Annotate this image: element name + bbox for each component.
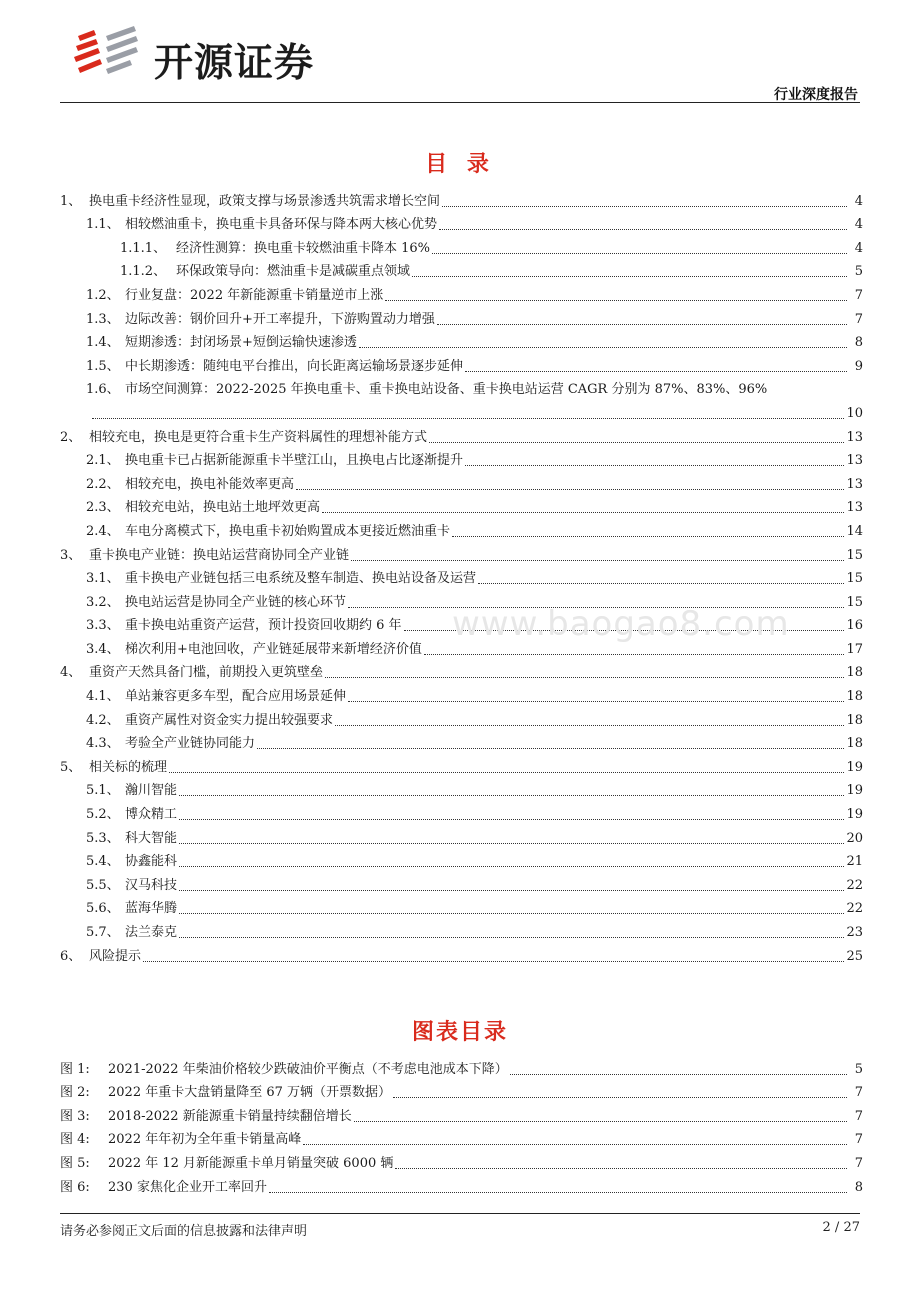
toc-entry-page: 8 xyxy=(854,335,863,351)
toc-entry-number: 4.3、 xyxy=(86,736,120,752)
leader-dots xyxy=(179,794,844,796)
toc-entry-page: 13 xyxy=(846,500,863,516)
toc-entry-number: 1.1.2、 xyxy=(120,264,167,280)
toc-entry[interactable] xyxy=(60,799,863,823)
leader-dots xyxy=(412,275,847,277)
toc-entry-text: 相较充电，换电是更符合重卡生产资料属性的理想补能方式 xyxy=(89,429,428,445)
toc-entry-number: 5、 xyxy=(60,759,82,775)
toc-entry-page: 4 xyxy=(854,193,863,209)
leader-dots xyxy=(439,228,847,230)
leader-dots xyxy=(442,205,847,207)
toc-entry-text: 短期渗透：封闭场景+短倒运输快速渗透 xyxy=(125,335,357,351)
toc-entry[interactable] xyxy=(60,280,863,304)
toc-entry-text: 重卡换电产业链：换电站运营商协同全产业链 xyxy=(89,547,350,563)
kaiyuan-logo-icon xyxy=(72,26,142,82)
leader-dots xyxy=(354,1120,847,1122)
toc-entry-number: 5.4、 xyxy=(86,854,120,870)
toc-entry[interactable] xyxy=(60,493,863,517)
toc-entry-text: 经济性测算：换电重卡较燃油重卡降本 16% xyxy=(176,240,431,256)
toc-entry-text: 环保政策导向：燃油重卡是减碳重点领域 xyxy=(176,264,411,280)
toc-entry-number: 1.1.1、 xyxy=(120,240,167,256)
toc-entry[interactable] xyxy=(60,823,863,847)
toc-entry[interactable] xyxy=(60,658,863,682)
leader-dots xyxy=(432,252,847,254)
toc-entry-number: 5.3、 xyxy=(86,830,120,846)
leader-dots xyxy=(325,676,844,678)
figure-entry[interactable] xyxy=(60,1125,863,1149)
toc-entry-page: 19 xyxy=(846,759,863,775)
toc-entry-number: 1.5、 xyxy=(86,358,120,374)
leader-dots xyxy=(348,700,844,702)
leader-dots xyxy=(465,464,844,466)
toc-entry-number: 1.2、 xyxy=(86,287,120,303)
toc-entry-number: 2、 xyxy=(60,429,82,445)
header-divider xyxy=(60,102,860,103)
toc-entry-page: 4 xyxy=(854,240,863,256)
toc-entry[interactable] xyxy=(60,422,863,446)
toc-entry-page: 22 xyxy=(846,901,863,917)
toc-entry-text: 重卡换电站重资产运营，预计投资回收期约 6 年 xyxy=(125,618,402,634)
figure-entry-text: 230 家焦化企业开工率回升 xyxy=(108,1179,267,1195)
toc-entry[interactable] xyxy=(60,729,863,753)
toc-entry-number: 2.4、 xyxy=(86,523,120,539)
toc-entry[interactable] xyxy=(60,351,863,375)
toc-entry[interactable] xyxy=(60,705,863,729)
toc-entry-page: 4 xyxy=(854,217,863,233)
toc-entry[interactable] xyxy=(60,233,863,257)
toc-entry[interactable] xyxy=(60,516,863,540)
leader-dots xyxy=(351,559,844,561)
toc-entry[interactable] xyxy=(60,210,863,234)
toc-entry-page: 7 xyxy=(854,287,863,303)
toc-entry-page: 10 xyxy=(846,405,863,421)
toc-entry-number: 5.1、 xyxy=(86,783,120,799)
toc-entry-number: 5.5、 xyxy=(86,877,120,893)
figure-entry-text: 2018-2022 新能源重卡销量持续翻倍增长 xyxy=(108,1108,352,1124)
figure-entry[interactable] xyxy=(60,1078,863,1102)
toc-entry-page: 25 xyxy=(846,948,863,964)
figure-entry[interactable] xyxy=(60,1101,863,1125)
toc-entry-page: 7 xyxy=(854,311,863,327)
toc-entry-number: 1.4、 xyxy=(86,335,120,351)
toc-entry[interactable] xyxy=(60,540,863,564)
toc-entry[interactable] xyxy=(60,752,863,776)
toc-entry-number: 4.1、 xyxy=(86,689,120,705)
toc-entry-page: 19 xyxy=(846,783,863,799)
toc-entry-number: 5.2、 xyxy=(86,807,120,823)
leader-dots xyxy=(335,724,844,726)
brand-logo xyxy=(72,26,362,86)
leader-dots xyxy=(465,370,847,372)
toc-entry-text: 考验全产业链协同能力 xyxy=(125,736,256,752)
toc-entry-text: 重卡换电产业链包括三电系统及整车制造、换电站设备及运营 xyxy=(125,571,477,587)
figure-entry-number: 图 2: xyxy=(60,1085,90,1101)
toc-entry-number: 5.6、 xyxy=(86,901,120,917)
figure-entry-number: 图 4: xyxy=(60,1132,90,1148)
toc-entry[interactable] xyxy=(60,375,863,399)
toc-entry-text: 风险提示 xyxy=(89,948,142,964)
leader-dots xyxy=(143,960,844,962)
toc-entry[interactable] xyxy=(60,847,863,871)
leader-dots xyxy=(510,1073,847,1075)
toc-entry-page: 15 xyxy=(846,547,863,563)
toc-entry-number: 1.3、 xyxy=(86,311,120,327)
leader-dots xyxy=(179,912,844,914)
toc-entry-continuation[interactable] xyxy=(60,398,863,422)
leader-dots xyxy=(296,488,844,490)
toc-entry-number: 1.6、 xyxy=(86,382,120,398)
toc-entry-number: 5.7、 xyxy=(86,925,120,940)
figure-entry[interactable] xyxy=(60,1148,863,1172)
figure-entry[interactable] xyxy=(60,1172,863,1196)
toc-entry-number: 3.2、 xyxy=(86,594,120,610)
toc-entry-text: 行业复盘：2022 年新能源重卡销量逆市上涨 xyxy=(125,287,384,303)
toc-entry-text: 相较充电站，换电站土地坪效更高 xyxy=(125,500,321,516)
toc-entry[interactable] xyxy=(60,894,863,918)
toc-entry-text: 相较充电，换电补能效率更高 xyxy=(125,476,295,492)
toc-entry-page: 17 xyxy=(846,641,863,657)
toc-entry-page: 20 xyxy=(846,830,863,846)
toc-entry-page: 13 xyxy=(846,453,863,469)
toc-entry-page: 23 xyxy=(846,925,863,940)
figure-list-title: 图表目录 xyxy=(411,1019,508,1045)
toc-entry-page: 18 xyxy=(846,689,863,705)
toc-entry-number: 2.2、 xyxy=(86,476,120,492)
leader-dots xyxy=(385,299,847,301)
toc-entry[interactable] xyxy=(60,469,863,493)
toc-entry-text: 换电重卡已占据新能源重卡半壁江山，且换电占比逐渐提升 xyxy=(125,453,464,469)
toc-entry-page: 13 xyxy=(846,476,863,492)
toc-entry[interactable] xyxy=(60,304,863,328)
toc-entry[interactable] xyxy=(60,776,863,800)
table-of-contents xyxy=(60,186,863,965)
toc-entry-number: 3.4、 xyxy=(86,641,120,657)
figure-entry[interactable] xyxy=(60,1054,863,1078)
leader-dots xyxy=(179,889,844,891)
toc-entry-number: 2.3、 xyxy=(86,500,120,516)
figure-entry-page: 7 xyxy=(854,1155,863,1171)
toc-entry-text: 车电分离模式下，换电重卡初始购置成本更接近燃油重卡 xyxy=(125,523,451,539)
leader-dots xyxy=(257,747,844,749)
toc-entry-number: 1.1、 xyxy=(86,217,120,233)
figure-entry-text: 2022 年重卡大盘销量降至 67 万辆（开票数据） xyxy=(108,1085,392,1101)
report-type-label: 行业深度报告 xyxy=(774,87,858,103)
leader-dots xyxy=(179,842,844,844)
toc-entry-page: 18 xyxy=(846,665,863,681)
toc-entry-number: 6、 xyxy=(60,948,82,964)
figure-entry-page: 7 xyxy=(854,1085,863,1101)
leader-dots xyxy=(179,865,844,867)
figure-entry-page: 7 xyxy=(854,1132,863,1148)
leader-dots xyxy=(424,653,845,655)
leader-dots xyxy=(478,582,844,584)
leader-dots xyxy=(395,1167,847,1169)
figure-entry-page: 5 xyxy=(854,1061,863,1077)
toc-entry-page: 19 xyxy=(846,807,863,823)
toc-entry-page: 15 xyxy=(846,571,863,587)
toc-entry-page: 21 xyxy=(846,854,863,870)
toc-entry-page: 22 xyxy=(846,877,863,893)
toc-entry-text: 市场空间测算：2022-2025 年换电重卡、重卡换电站设备、重卡换电站运营 CAGR 分别为 87%、83%、96% xyxy=(125,382,768,398)
toc-entry-page: 18 xyxy=(846,712,863,728)
toc-entry[interactable] xyxy=(60,257,863,281)
figure-entry-page: 7 xyxy=(854,1108,863,1124)
leader-dots xyxy=(269,1191,847,1193)
toc-entry[interactable] xyxy=(60,186,863,210)
toc-entry-text: 蓝海华腾 xyxy=(125,901,178,917)
toc-entry-text: 换电站运营是协同全产业链的核心环节 xyxy=(125,594,347,610)
leader-dots xyxy=(429,441,844,443)
toc-entry-page: 13 xyxy=(846,429,863,445)
figure-entry-number: 图 3: xyxy=(60,1108,90,1124)
watermark: www.baogao8.com xyxy=(452,604,790,644)
toc-entry-number: 3、 xyxy=(60,547,82,563)
toc-entry-text: 重资产天然具备门槛，前期投入更筑壁垒 xyxy=(89,665,324,681)
toc-entry-text: 换电重卡经济性显现，政策支撑与场景渗透共筑需求增长空间 xyxy=(89,193,441,209)
leader-dots xyxy=(179,818,844,820)
toc-entry-page: 15 xyxy=(846,594,863,610)
leader-dots xyxy=(359,346,847,348)
toc-entry-page: 14 xyxy=(846,523,863,539)
toc-entry-page: 5 xyxy=(854,264,863,280)
toc-entry[interactable] xyxy=(60,917,863,941)
leader-dots xyxy=(322,511,844,513)
page-number: 2 / 27 xyxy=(822,1220,860,1235)
figure-entry-number: 图 1: xyxy=(60,1061,90,1077)
figure-entry-number: 图 6: xyxy=(60,1179,90,1195)
figure-entry-text: 2021-2022 年柴油价格较少跌破油价平衡点（不考虑电池成本下降） xyxy=(108,1061,508,1077)
leader-dots xyxy=(179,936,844,938)
toc-entry-text: 重资产属性对资金实力提出较强要求 xyxy=(125,712,334,728)
figure-list xyxy=(60,1054,863,1196)
leader-dots xyxy=(452,535,844,537)
toc-entry-text: 相关标的梳理 xyxy=(89,759,168,775)
brand-name: 开源证券 xyxy=(154,41,315,86)
toc-entry-number: 3.3、 xyxy=(86,618,120,634)
leader-dots xyxy=(169,771,844,773)
toc-entry-number: 2.1、 xyxy=(86,453,120,469)
toc-entry-page: 9 xyxy=(854,358,863,374)
toc-entry-text: 梯次利用+电池回收，产业链延展带来新增经济价值 xyxy=(125,641,422,657)
toc-entry-text: 法兰泰克 xyxy=(125,925,178,940)
leader-dots xyxy=(92,417,844,419)
toc-title: 目 录 xyxy=(425,151,495,177)
toc-entry[interactable] xyxy=(60,446,863,470)
toc-entry-text: 汉马科技 xyxy=(125,877,178,893)
figure-entry-number: 图 5: xyxy=(60,1155,90,1171)
toc-entry-text: 相较燃油重卡，换电重卡具备环保与降本两大核心优势 xyxy=(125,217,438,233)
toc-entry-number: 4.2、 xyxy=(86,712,120,728)
leader-dots xyxy=(303,1143,847,1145)
toc-entry-text: 瀚川智能 xyxy=(125,783,178,799)
toc-entry-text: 边际改善：钢价回升+开工率提升，下游购置动力增强 xyxy=(125,311,435,327)
toc-entry-text: 博众精工 xyxy=(125,807,178,823)
toc-entry-text: 中长期渗透：随纯电平台推出，向长距离运输场景逐步延伸 xyxy=(125,358,464,374)
leader-dots xyxy=(393,1096,847,1098)
leader-dots xyxy=(437,323,847,325)
toc-entry[interactable] xyxy=(60,941,863,965)
toc-entry-number: 3.1、 xyxy=(86,571,120,587)
toc-entry-text: 协鑫能科 xyxy=(125,854,178,870)
toc-entry[interactable] xyxy=(60,681,863,705)
toc-entry-text: 单站兼容更多车型，配合应用场景延伸 xyxy=(125,689,347,705)
toc-entry-number: 4、 xyxy=(60,665,82,681)
footer-divider xyxy=(60,1213,860,1214)
toc-entry-text: 科大智能 xyxy=(125,830,178,846)
figure-entry-page: 8 xyxy=(854,1179,863,1195)
figure-entry-text: 2022 年年初为全年重卡销量高峰 xyxy=(108,1132,302,1148)
toc-entry-page: 16 xyxy=(846,618,863,634)
toc-entry[interactable] xyxy=(60,564,863,588)
footer-disclaimer: 请务必参阅正文后面的信息披露和法律声明 xyxy=(60,1224,308,1239)
toc-entry-number: 1、 xyxy=(60,193,82,209)
toc-entry[interactable] xyxy=(60,870,863,894)
figure-entry-text: 2022 年 12 月新能源重卡单月销量突破 6000 辆 xyxy=(108,1155,394,1171)
toc-entry[interactable] xyxy=(60,328,863,352)
toc-entry-page: 18 xyxy=(846,736,863,752)
